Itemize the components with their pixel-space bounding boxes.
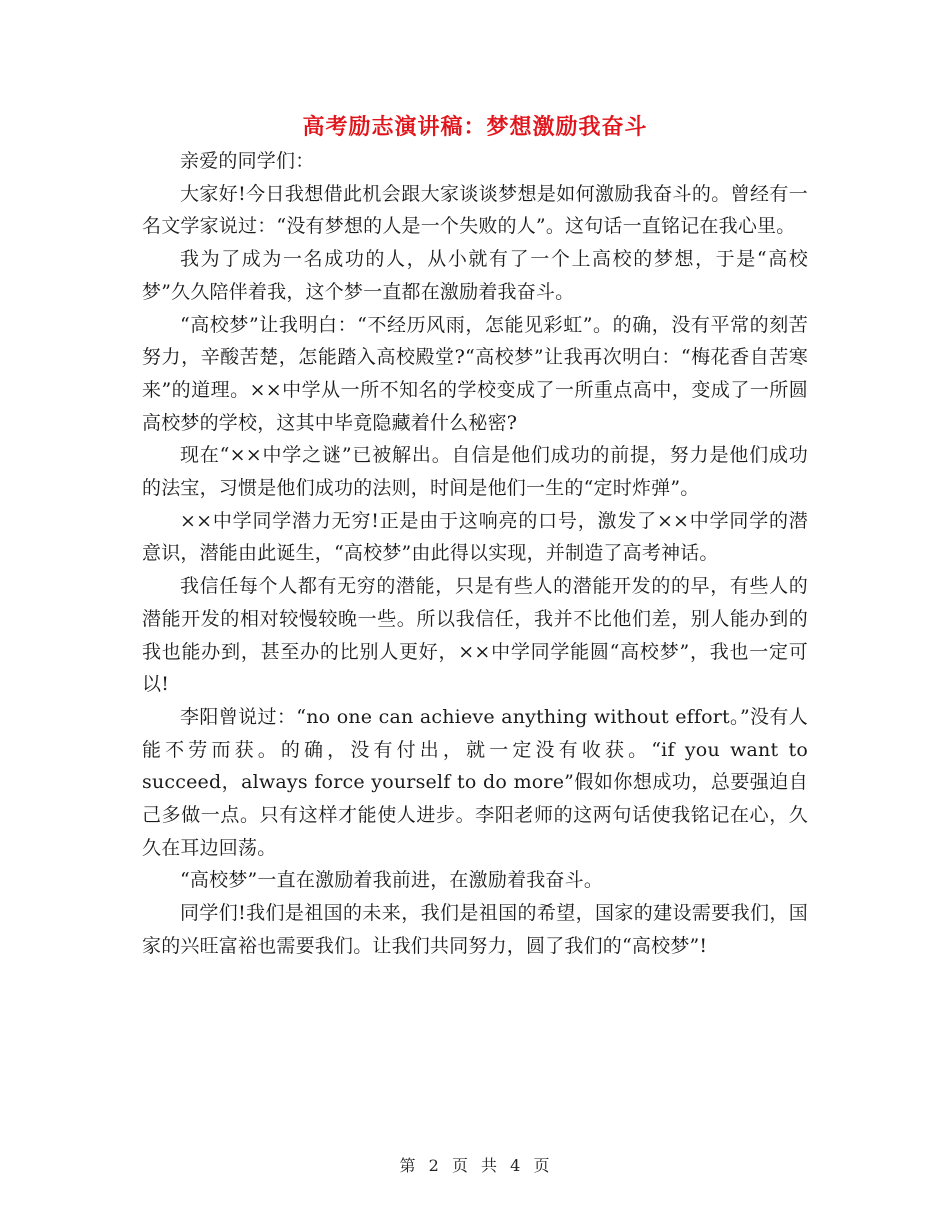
body-paragraph: “高校梦”让我明白：“不经历风雨，怎能见彩虹”。的确，没有平常的刻苦努力，辛酸苦楚，怎能踏入高校殿堂?“高校梦”让我再次明白：“梅花香自苦寒来”的道理。××中学从一所不知名的学校变成了一所重点高中，变成了一所圆高校梦的学校，这其中毕竟隐藏着什么秘密? xyxy=(142,313,808,434)
body-paragraph: “高校梦”一直在激励着我前进，在激励着我奋斗。 xyxy=(180,869,604,892)
body-paragraph: ××中学同学潜力无穷!正是由于这响亮的口号，激发了××中学同学的潜意识，潜能由此诞生，“高校梦”由此得以实现，并制造了高考神话。 xyxy=(142,509,808,565)
body-paragraph: 现在“××中学之谜”已被解出。自信是他们成功的前提，努力是他们成功的法宝，习惯是他们成功的法则，时间是他们一生的“定时炸弹”。 xyxy=(142,444,808,500)
salutation-paragraph: 亲爱的同学们： xyxy=(180,150,315,172)
body-paragraph: 我为了成为一名成功的人，从小就有了一个上高校的梦想，于是“高校梦”久久陪伴着我，这个梦一直都在激励着我奋斗。 xyxy=(142,248,808,303)
footer-total-pages: 4 xyxy=(510,1156,522,1175)
body-paragraph: 李阳曾说过：“no one can achieve anything without effort。”没有人能不劳而获。的确，没有付出，就一定没有收获。“if you want to succeed，always force yourself to do more”假如你想成功，总要强迫自己多做一点。只有这样才能使人进步。李阳老师的这两句话使我铭记在心，久久在耳边回荡。 xyxy=(142,705,808,859)
footer-page-label: 第 xyxy=(399,1156,417,1175)
page-footer xyxy=(0,1153,950,1176)
document-title: 高考励志演讲稿：梦想激励我奋斗 xyxy=(302,115,648,140)
footer-total-label: 共 xyxy=(481,1156,499,1175)
footer-unit-label-2: 页 xyxy=(533,1156,551,1175)
footer-current-page: 2 xyxy=(428,1156,440,1175)
footer-unit-label: 页 xyxy=(451,1156,469,1175)
closing-paragraph: 同学们!我们是祖国的未来，我们是祖国的希望，国家的建设需要我们，国家的兴旺富裕也需要我们。让我们共同努力，圆了我们的“高校梦”! xyxy=(142,902,808,957)
document-body xyxy=(142,145,808,963)
body-paragraph: 大家好!今日我想借此机会跟大家谈谈梦想是如何激励我奋斗的。曾经有一名文学家说过：“没有梦想的人是一个失败的人”。这句话一直铭记在我心里。 xyxy=(142,182,808,238)
body-paragraph: 我信任每个人都有无穷的潜能，只是有些人的潜能开发的的早，有些人的潜能开发的相对较慢较晚一些。所以我信任，我并不比他们差，别人能办到的我也能办到，甚至办的比别人更好，××中学同学能圆“高校梦”，我也一定可以! xyxy=(142,575,808,696)
